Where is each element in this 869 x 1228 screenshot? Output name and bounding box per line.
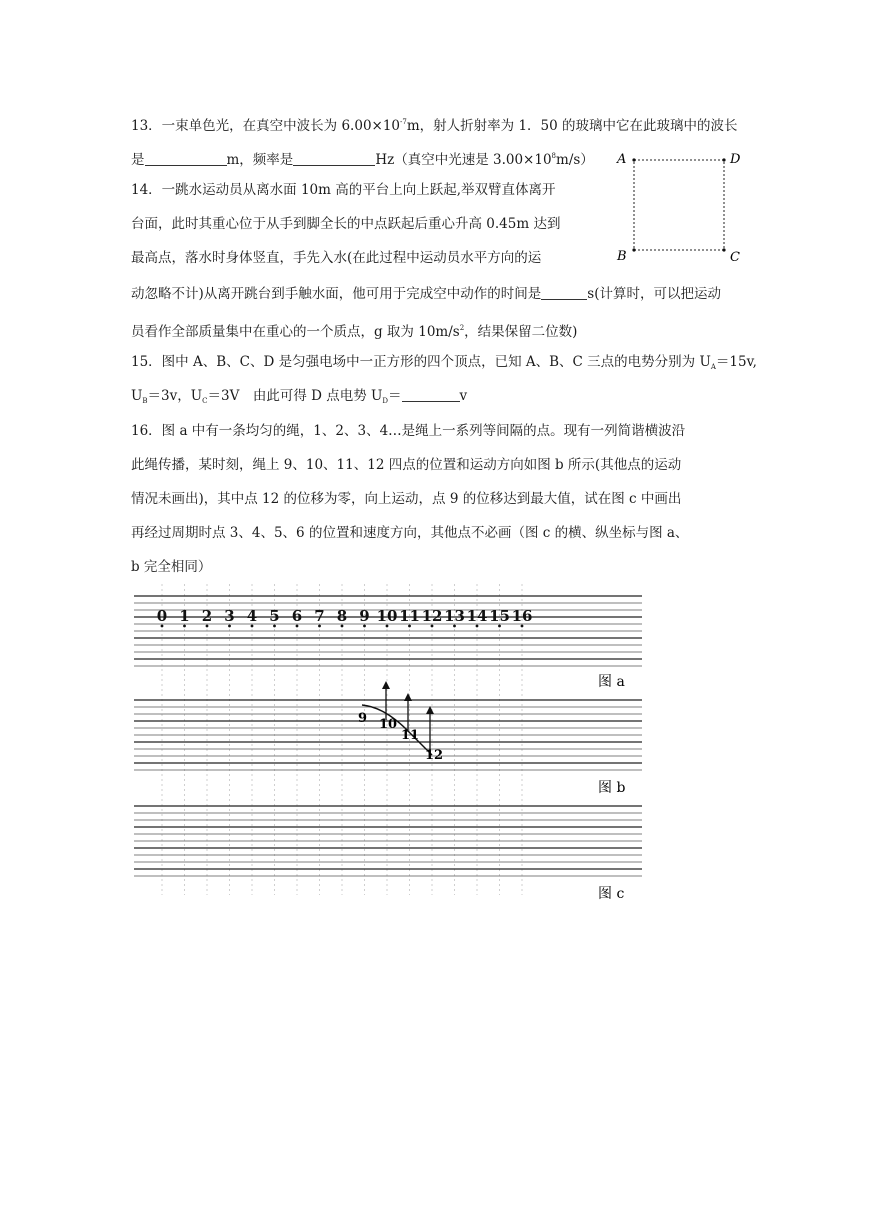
q13-exp-2: 8	[551, 152, 557, 160]
q14-text-4b: s(计算时，可以把运动	[587, 286, 721, 302]
fig-a-point-label: 5	[269, 607, 280, 625]
vertex-b-label: B	[617, 249, 627, 264]
q14-line-4	[131, 286, 721, 302]
fig-a-point-label: 1	[179, 607, 190, 625]
potential-answer-blank[interactable]	[402, 389, 460, 402]
q13-text-2c: Hz（真空中光速是 3.00×10	[375, 152, 552, 168]
figure-a-label: 图 a	[598, 674, 625, 690]
fig-a-point-label: 13	[444, 607, 465, 625]
q15-sub-b: B	[142, 397, 148, 405]
q16-line-5: b 完全相同）	[131, 559, 212, 575]
fig-b-point-11: 11	[401, 728, 420, 743]
q16-line-3: 情况未画出)，其中点 12 的位移为零，向上运动，点 9 的位移达到最大值，试在图 c 中画出	[131, 491, 682, 507]
vertex-c-label: C	[730, 250, 740, 265]
wavelength-answer-blank[interactable]	[145, 153, 227, 166]
fig-a-point-label: 6	[291, 607, 303, 625]
q14-text-5a: 员看作全部质量集中在重心的一个质点，g 取为 10m/s	[131, 324, 460, 340]
q15-text-1a: 15．图中 A、B、C、D 是匀强电场中一正方形的四个顶点，已知 A、B、C 三点的电势分别为 U	[131, 354, 711, 370]
vertex-d-label: D	[730, 152, 741, 167]
q13-text-2b: m，频率是	[226, 152, 294, 168]
figure-b-wave	[358, 681, 443, 763]
figure-b-label: 图 b	[598, 780, 626, 796]
fig-a-point-dot	[251, 625, 254, 628]
q15-sub-c: C	[202, 397, 208, 405]
fig-a-point-label: 16	[511, 607, 533, 625]
figure-grid	[134, 584, 642, 895]
figure-c-label: 图 c	[598, 886, 625, 902]
q15-sub-d: D	[382, 397, 389, 405]
q15-line-2	[131, 388, 467, 409]
q13-line-2	[131, 148, 594, 168]
fig-b-point-10: 10	[379, 717, 398, 732]
q14-exp-5: 2	[459, 324, 465, 332]
fig-a-point-dot	[273, 625, 276, 628]
fig-a-point-dot	[408, 625, 411, 628]
fig-a-point-label: 11	[399, 607, 420, 625]
frequency-answer-blank[interactable]	[293, 153, 375, 166]
fig-a-point-label: 7	[314, 607, 325, 625]
wave-figure	[120, 580, 650, 905]
q15-sub-a: A	[710, 363, 716, 371]
q15-text-2a: U	[131, 388, 143, 404]
q13-text-2a: 是	[131, 152, 145, 168]
fig-a-point-label: 0	[156, 607, 168, 625]
q15-text-1b: ＝15v,	[715, 354, 757, 370]
q16-line-4: 再经过周期时点 3、4、5、6 的位置和速度方向，其他点不必画（图 c 的横、纵坐标与图 a、	[131, 525, 689, 541]
fig-a-point-dot	[341, 625, 344, 628]
fig-a-point-dot	[453, 625, 456, 628]
q15-text-2c: ＝3V 由此可得 D 点电势 U	[207, 388, 383, 404]
q13-text-1b: m，射人折射率为 1．50 的玻璃中它在此玻璃中的波长	[406, 118, 738, 134]
q15-line-1	[131, 354, 757, 375]
fig-a-point-dot	[161, 625, 164, 628]
fig-a-point-dot	[296, 625, 299, 628]
q14-text-5b: ，结果保留二位数)	[464, 324, 578, 340]
fig-a-point-dot	[431, 625, 434, 628]
q15-text-2e: v	[459, 388, 468, 404]
fig-b-point-12: 12	[425, 748, 444, 763]
q13-text-2d: m/s）	[556, 152, 594, 168]
fig-a-point-label: 15	[489, 607, 510, 625]
fig-a-point-dot	[476, 625, 479, 628]
fig-a-point-dot	[521, 625, 524, 628]
fig-a-point-dot	[318, 625, 321, 628]
square-abcd-diagram	[612, 146, 752, 266]
q14-line-2: 台面，此时其重心位于从手到脚全长的中点跃起后重心升高 0.45m 达到	[131, 216, 561, 232]
fig-a-point-label: 14	[466, 607, 488, 625]
fig-a-point-label: 9	[359, 607, 370, 625]
fig-a-point-dot	[386, 625, 389, 628]
q16-line-1: 16．图 a 中有一条均匀的绳，1、2、3、4…是绳上一系列等间隔的点。现有一列简谐横波沿	[131, 423, 686, 439]
q15-text-2b: ＝3v，U	[147, 388, 203, 404]
q14-line-1: 14．一跳水运动员从离水面 10m 高的平台上向上跃起,举双臂直体离开	[131, 182, 556, 198]
q13-exp-1: -7	[400, 118, 407, 126]
fig-a-point-label: 12	[421, 607, 443, 625]
fig-a-point-dot	[183, 625, 186, 628]
fig-a-point-dot	[363, 625, 366, 628]
fig-a-point-dot	[228, 625, 231, 628]
fig-a-point-label: 3	[224, 607, 235, 625]
q14-text-4a: 动忽略不计)从离开跳台到手触水面，他可用于完成空中动作的时间是	[131, 286, 542, 302]
fig-a-point-label: 2	[201, 607, 213, 625]
q13-line-1	[131, 114, 738, 134]
q16-line-2: 此绳传播，某时刻，绳上 9、10、11、12 四点的位置和运动方向如图 b 所示(其他点的运动	[131, 457, 682, 473]
q14-line-5	[131, 320, 577, 340]
vertex-a-label: A	[617, 152, 627, 167]
q13-text-1a: 13．一束单色光，在真空中波长为 6.00×10	[131, 118, 401, 134]
fig-a-point-label: 8	[336, 607, 348, 625]
fig-a-point-dot	[206, 625, 209, 628]
fig-a-point-label: 4	[246, 607, 258, 625]
q15-text-2d: ＝	[388, 388, 402, 404]
fig-a-point-dot	[498, 625, 501, 628]
q14-line-3: 最高点，落水时身体竖直，手先入水(在此过程中运动员水平方向的运	[131, 250, 542, 266]
fig-a-point-label: 10	[376, 607, 398, 625]
fig-b-point-9: 9	[358, 711, 368, 726]
time-answer-blank[interactable]	[541, 287, 587, 300]
